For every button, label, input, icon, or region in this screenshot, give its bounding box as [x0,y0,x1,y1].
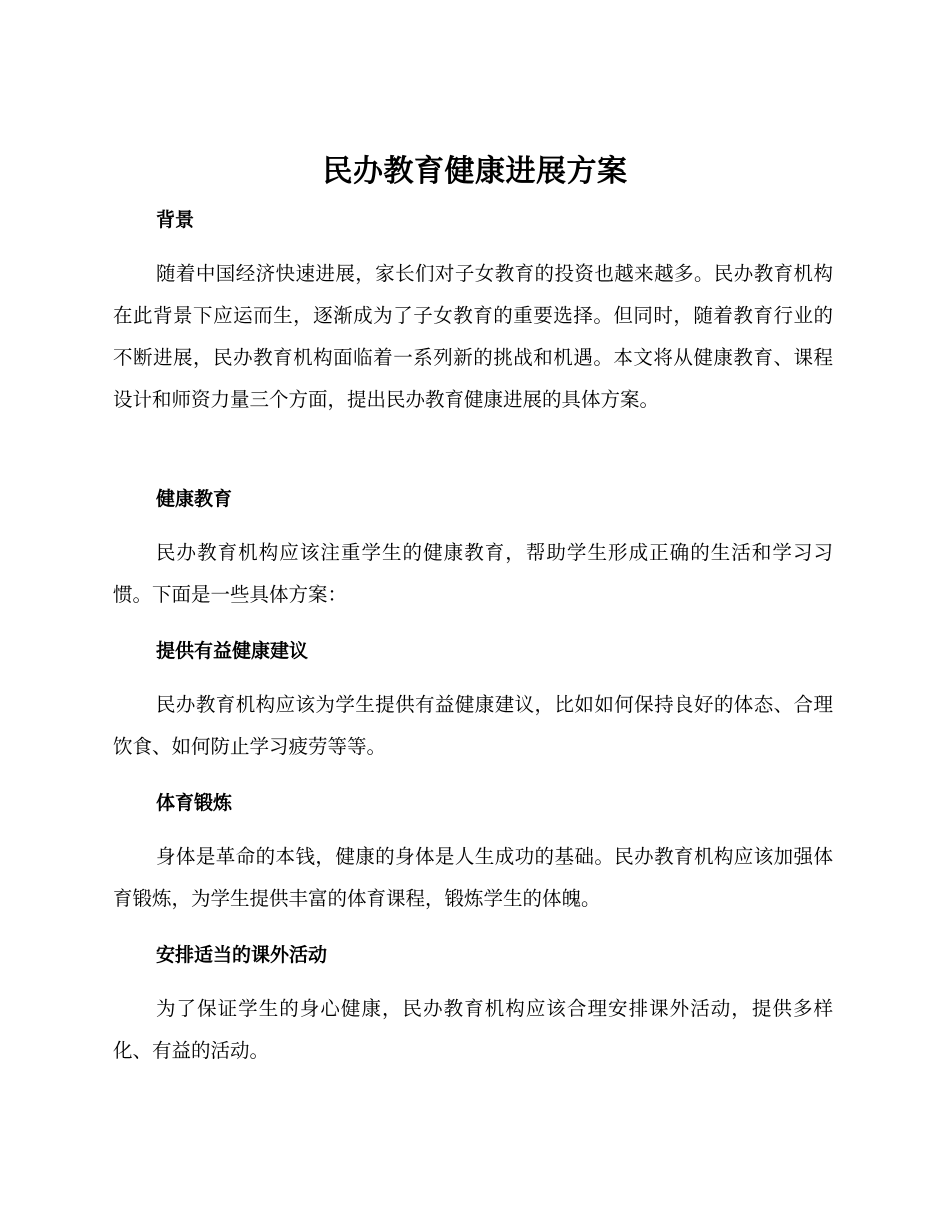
section-paragraph-extracurricular: 为了保证学生的身心健康，民办教育机构应该合理安排课外活动，提供多样化、有益的活动。 [113,997,833,1062]
section-paragraph-physical-exercise: 身体是革命的本钱，健康的身体是人生成功的基础。民办教育机构应该加强体育锻炼，为学生提供丰富的体育课程，锻炼学生的体魄。 [113,845,833,910]
document-title: 民办教育健康进展方案 [322,154,628,189]
section-paragraph-background: 随着中国经济快速进展，家长们对子女教育的投资也越来越多。民办教育机构在此背景下应运而生，逐渐成为了子女教育的重要选择。但同时，随着教育行业的不断进展，民办教育机构面临着一系列新的挑战和机遇。本文将从健康教育、课程设计和师资力量三个方面，提出民办教育健康进展的具体方案。 [113,262,833,411]
section-heading-extracurricular: 安排适当的课外活动 [156,944,328,966]
section-heading-physical-exercise: 体育锻炼 [156,792,233,814]
section-heading-health-education: 健康教育 [156,488,233,510]
section-paragraph-health-education: 民办教育机构应该注重学生的健康教育，帮助学生形成正确的生活和学习习惯。下面是一些具体方案： [113,541,833,606]
section-paragraph-health-advice: 民办教育机构应该为学生提供有益健康建议，比如如何保持良好的体态、合理饮食、如何防止学习疲劳等等。 [113,693,833,758]
section-heading-health-advice: 提供有益健康建议 [156,640,309,662]
section-heading-background: 背景 [156,209,195,231]
